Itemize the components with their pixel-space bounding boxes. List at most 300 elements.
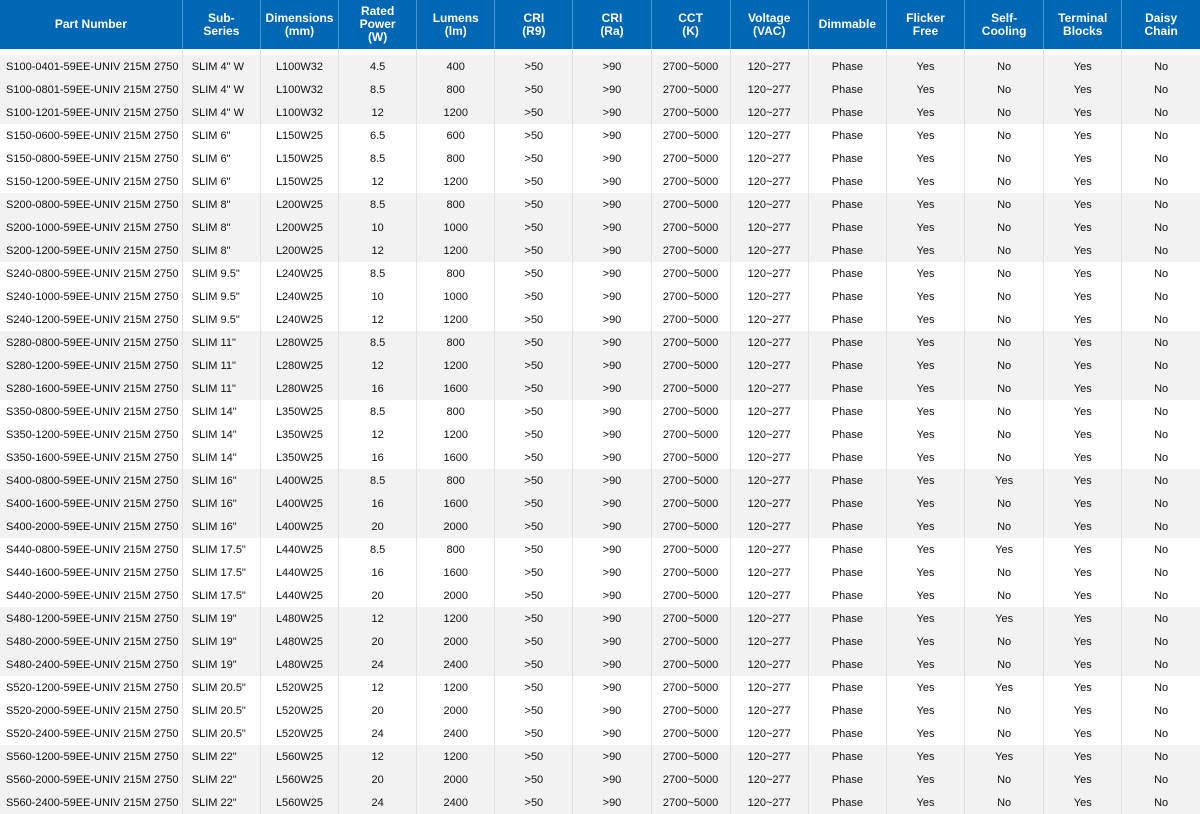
table-row xyxy=(0,676,1200,699)
cell-part-number: S440-1600-59EE-UNIV 215M 2750 xyxy=(0,561,182,584)
cell-cri-ra: >90 xyxy=(573,101,651,124)
cell-rated-power: 16 xyxy=(339,377,417,400)
column-header-label: Voltage xyxy=(748,10,791,25)
cell-dimensions: L280W25 xyxy=(260,354,338,377)
cell-daisy-chain: No xyxy=(1122,124,1200,147)
cell-part-number: S100-0401-59EE-UNIV 215M 2750 xyxy=(0,55,182,78)
cell-cct: 2700~5000 xyxy=(651,722,730,745)
cell-voltage: 120~277 xyxy=(730,331,808,354)
cell-rated-power: 8.5 xyxy=(339,147,417,170)
cell-cri-r9: >50 xyxy=(495,262,573,285)
cell-dimensions: L240W25 xyxy=(260,308,338,331)
cell-daisy-chain: No xyxy=(1122,538,1200,561)
cell-cct: 2700~5000 xyxy=(651,124,730,147)
cell-self-cooling: No xyxy=(965,446,1044,469)
cell-self-cooling: No xyxy=(965,423,1044,446)
cell-lumens: 600 xyxy=(417,124,495,147)
cell-rated-power: 12 xyxy=(339,676,417,699)
cell-cct: 2700~5000 xyxy=(651,676,730,699)
cell-rated-power: 8.5 xyxy=(339,331,417,354)
cell-flicker-free: Yes xyxy=(886,469,964,492)
cell-daisy-chain: No xyxy=(1122,791,1200,814)
cell-cri-ra: >90 xyxy=(573,400,651,423)
column-header-label: Rated xyxy=(360,4,395,18)
cell-cri-ra: >90 xyxy=(573,469,651,492)
cell-self-cooling: No xyxy=(965,55,1044,78)
cell-cri-r9: >50 xyxy=(495,124,573,147)
cell-daisy-chain: No xyxy=(1122,423,1200,446)
cell-terminal-blocks: Yes xyxy=(1044,791,1122,814)
cell-terminal-blocks: Yes xyxy=(1044,308,1122,331)
cell-dimensions: L480W25 xyxy=(260,630,338,653)
table-row xyxy=(0,193,1200,216)
cell-dimensions: L480W25 xyxy=(260,607,338,630)
cell-self-cooling: No xyxy=(965,377,1044,400)
column-header-label: Chain xyxy=(1144,23,1178,38)
cell-cri-ra: >90 xyxy=(573,147,651,170)
cell-cct: 2700~5000 xyxy=(651,584,730,607)
table-row xyxy=(0,78,1200,101)
column-header-part-number xyxy=(0,0,182,49)
cell-terminal-blocks: Yes xyxy=(1044,492,1122,515)
cell-daisy-chain: No xyxy=(1122,630,1200,653)
cell-cri-r9: >50 xyxy=(495,492,573,515)
cell-cri-r9: >50 xyxy=(495,55,573,78)
cell-rated-power: 10 xyxy=(339,285,417,308)
cell-cri-r9: >50 xyxy=(495,331,573,354)
cell-cri-ra: >90 xyxy=(573,745,651,768)
column-header-dimensions xyxy=(260,0,338,49)
cell-part-number: S400-2000-59EE-UNIV 215M 2750 xyxy=(0,515,182,538)
cell-dimmable: Phase xyxy=(808,561,886,584)
cell-lumens: 1000 xyxy=(417,285,495,308)
cell-sub-series: SLIM 19" xyxy=(182,630,260,653)
cell-part-number: S150-1200-59EE-UNIV 215M 2750 xyxy=(0,170,182,193)
cell-dimmable: Phase xyxy=(808,331,886,354)
cell-terminal-blocks: Yes xyxy=(1044,768,1122,791)
cell-sub-series: SLIM 8" xyxy=(182,239,260,262)
cell-cri-ra: >90 xyxy=(573,55,651,78)
cell-cri-ra: >90 xyxy=(573,216,651,239)
cell-flicker-free: Yes xyxy=(886,745,964,768)
column-header-label: Dimmable xyxy=(818,17,877,31)
column-header-label: (mm) xyxy=(284,23,315,38)
table-row xyxy=(0,630,1200,653)
cell-part-number: S520-1200-59EE-UNIV 215M 2750 xyxy=(0,676,182,699)
cell-sub-series: SLIM 4" W xyxy=(182,55,260,78)
cell-voltage: 120~277 xyxy=(730,515,808,538)
cell-terminal-blocks: Yes xyxy=(1044,722,1122,745)
cell-cri-r9: >50 xyxy=(495,584,573,607)
cell-dimmable: Phase xyxy=(808,584,886,607)
cell-rated-power: 8.5 xyxy=(339,538,417,561)
cell-lumens: 2000 xyxy=(417,515,495,538)
cell-daisy-chain: No xyxy=(1122,308,1200,331)
cell-flicker-free: Yes xyxy=(886,239,964,262)
cell-voltage: 120~277 xyxy=(730,722,808,745)
cell-sub-series: SLIM 4" W xyxy=(182,101,260,124)
cell-cri-r9: >50 xyxy=(495,469,573,492)
column-header-label: Dimensions xyxy=(265,10,334,25)
cell-cri-r9: >50 xyxy=(495,377,573,400)
cell-rated-power: 12 xyxy=(339,354,417,377)
cell-cct: 2700~5000 xyxy=(651,285,730,308)
cell-cct: 2700~5000 xyxy=(651,262,730,285)
cell-cri-r9: >50 xyxy=(495,653,573,676)
cell-cri-ra: >90 xyxy=(573,308,651,331)
cell-flicker-free: Yes xyxy=(886,262,964,285)
cell-cct: 2700~5000 xyxy=(651,791,730,814)
cell-cri-ra: >90 xyxy=(573,699,651,722)
table-row xyxy=(0,469,1200,492)
cell-terminal-blocks: Yes xyxy=(1044,745,1122,768)
cell-rated-power: 8.5 xyxy=(339,469,417,492)
cell-cct: 2700~5000 xyxy=(651,147,730,170)
column-header-label: Daisy xyxy=(1145,10,1178,25)
series-group xyxy=(0,676,1200,745)
column-header-label: CRI xyxy=(523,10,545,25)
cell-lumens: 1000 xyxy=(417,216,495,239)
cell-part-number: S440-2000-59EE-UNIV 215M 2750 xyxy=(0,584,182,607)
cell-daisy-chain: No xyxy=(1122,745,1200,768)
cell-lumens: 2000 xyxy=(417,768,495,791)
cell-sub-series: SLIM 14" xyxy=(182,423,260,446)
cell-self-cooling: No xyxy=(965,101,1044,124)
cell-voltage: 120~277 xyxy=(730,377,808,400)
cell-cri-r9: >50 xyxy=(495,676,573,699)
column-header-label: (W) xyxy=(367,30,388,44)
cell-flicker-free: Yes xyxy=(886,193,964,216)
column-header-label: CCT xyxy=(678,10,703,25)
cell-terminal-blocks: Yes xyxy=(1044,78,1122,101)
cell-rated-power: 8.5 xyxy=(339,193,417,216)
cell-cri-r9: >50 xyxy=(495,745,573,768)
cell-voltage: 120~277 xyxy=(730,78,808,101)
cell-cct: 2700~5000 xyxy=(651,331,730,354)
cell-flicker-free: Yes xyxy=(886,377,964,400)
cell-voltage: 120~277 xyxy=(730,423,808,446)
cell-terminal-blocks: Yes xyxy=(1044,515,1122,538)
cell-dimensions: L100W32 xyxy=(260,55,338,78)
cell-voltage: 120~277 xyxy=(730,676,808,699)
cell-dimmable: Phase xyxy=(808,722,886,745)
cell-daisy-chain: No xyxy=(1122,331,1200,354)
cell-cct: 2700~5000 xyxy=(651,78,730,101)
cell-terminal-blocks: Yes xyxy=(1044,607,1122,630)
cell-rated-power: 12 xyxy=(339,607,417,630)
cell-cri-ra: >90 xyxy=(573,423,651,446)
cell-cct: 2700~5000 xyxy=(651,492,730,515)
cell-dimmable: Phase xyxy=(808,308,886,331)
cell-sub-series: SLIM 11" xyxy=(182,354,260,377)
column-header-voltage xyxy=(730,0,808,49)
cell-rated-power: 8.5 xyxy=(339,78,417,101)
cell-cri-ra: >90 xyxy=(573,538,651,561)
cell-self-cooling: Yes xyxy=(965,469,1044,492)
cell-voltage: 120~277 xyxy=(730,745,808,768)
cell-part-number: S200-0800-59EE-UNIV 215M 2750 xyxy=(0,193,182,216)
series-group xyxy=(0,607,1200,676)
cell-cct: 2700~5000 xyxy=(651,699,730,722)
cell-part-number: S240-0800-59EE-UNIV 215M 2750 xyxy=(0,262,182,285)
cell-lumens: 800 xyxy=(417,78,495,101)
cell-cri-r9: >50 xyxy=(495,561,573,584)
cell-rated-power: 8.5 xyxy=(339,262,417,285)
table-row xyxy=(0,607,1200,630)
cell-rated-power: 4.5 xyxy=(339,55,417,78)
cell-self-cooling: No xyxy=(965,653,1044,676)
cell-terminal-blocks: Yes xyxy=(1044,653,1122,676)
cell-rated-power: 20 xyxy=(339,699,417,722)
cell-sub-series: SLIM 20.5" xyxy=(182,722,260,745)
column-header-lumens xyxy=(417,0,495,49)
cell-part-number: S240-1200-59EE-UNIV 215M 2750 xyxy=(0,308,182,331)
cell-flicker-free: Yes xyxy=(886,147,964,170)
cell-voltage: 120~277 xyxy=(730,768,808,791)
cell-cri-r9: >50 xyxy=(495,423,573,446)
cell-cct: 2700~5000 xyxy=(651,607,730,630)
cell-flicker-free: Yes xyxy=(886,676,964,699)
cell-cct: 2700~5000 xyxy=(651,308,730,331)
cell-terminal-blocks: Yes xyxy=(1044,239,1122,262)
cell-daisy-chain: No xyxy=(1122,193,1200,216)
column-header-label: Power xyxy=(359,17,396,31)
cell-rated-power: 12 xyxy=(339,308,417,331)
column-header-label: Sub- xyxy=(208,10,235,25)
cell-part-number: S520-2000-59EE-UNIV 215M 2750 xyxy=(0,699,182,722)
cell-dimmable: Phase xyxy=(808,699,886,722)
cell-cct: 2700~5000 xyxy=(651,630,730,653)
cell-voltage: 120~277 xyxy=(730,630,808,653)
cell-flicker-free: Yes xyxy=(886,630,964,653)
cell-sub-series: SLIM 8" xyxy=(182,216,260,239)
cell-cct: 2700~5000 xyxy=(651,561,730,584)
cell-lumens: 1200 xyxy=(417,308,495,331)
cell-rated-power: 12 xyxy=(339,745,417,768)
cell-dimmable: Phase xyxy=(808,423,886,446)
cell-dimensions: L350W25 xyxy=(260,446,338,469)
cell-dimmable: Phase xyxy=(808,170,886,193)
cell-daisy-chain: No xyxy=(1122,78,1200,101)
cell-cri-ra: >90 xyxy=(573,561,651,584)
cell-flicker-free: Yes xyxy=(886,170,964,193)
series-group xyxy=(0,124,1200,193)
cell-terminal-blocks: Yes xyxy=(1044,147,1122,170)
column-header-label: (R9) xyxy=(522,23,546,38)
cell-cct: 2700~5000 xyxy=(651,400,730,423)
cell-cct: 2700~5000 xyxy=(651,469,730,492)
cell-sub-series: SLIM 16" xyxy=(182,515,260,538)
cell-dimmable: Phase xyxy=(808,653,886,676)
cell-dimensions: L400W25 xyxy=(260,515,338,538)
cell-terminal-blocks: Yes xyxy=(1044,469,1122,492)
column-header-cri-r9 xyxy=(495,0,573,49)
cell-dimmable: Phase xyxy=(808,791,886,814)
cell-daisy-chain: No xyxy=(1122,170,1200,193)
cell-cri-r9: >50 xyxy=(495,101,573,124)
cell-cct: 2700~5000 xyxy=(651,101,730,124)
cell-voltage: 120~277 xyxy=(730,308,808,331)
cell-cri-ra: >90 xyxy=(573,377,651,400)
cell-dimmable: Phase xyxy=(808,768,886,791)
cell-dimmable: Phase xyxy=(808,124,886,147)
series-group xyxy=(0,262,1200,331)
cell-terminal-blocks: Yes xyxy=(1044,331,1122,354)
cell-self-cooling: No xyxy=(965,331,1044,354)
cell-daisy-chain: No xyxy=(1122,55,1200,78)
table-row xyxy=(0,285,1200,308)
cell-part-number: S100-0801-59EE-UNIV 215M 2750 xyxy=(0,78,182,101)
cell-sub-series: SLIM 8" xyxy=(182,193,260,216)
cell-cri-ra: >90 xyxy=(573,193,651,216)
cell-lumens: 1200 xyxy=(417,423,495,446)
table-row xyxy=(0,584,1200,607)
cell-daisy-chain: No xyxy=(1122,607,1200,630)
cell-flicker-free: Yes xyxy=(886,331,964,354)
cell-dimensions: L520W25 xyxy=(260,722,338,745)
cell-terminal-blocks: Yes xyxy=(1044,699,1122,722)
cell-dimensions: L200W25 xyxy=(260,239,338,262)
cell-dimmable: Phase xyxy=(808,101,886,124)
cell-part-number: S400-0800-59EE-UNIV 215M 2750 xyxy=(0,469,182,492)
cell-cri-ra: >90 xyxy=(573,446,651,469)
cell-lumens: 2000 xyxy=(417,630,495,653)
cell-flicker-free: Yes xyxy=(886,561,964,584)
cell-sub-series: SLIM 11" xyxy=(182,377,260,400)
cell-rated-power: 10 xyxy=(339,216,417,239)
cell-cri-ra: >90 xyxy=(573,722,651,745)
table-row xyxy=(0,423,1200,446)
table-row xyxy=(0,308,1200,331)
cell-rated-power: 6.5 xyxy=(339,124,417,147)
cell-lumens: 400 xyxy=(417,55,495,78)
cell-voltage: 120~277 xyxy=(730,262,808,285)
cell-terminal-blocks: Yes xyxy=(1044,170,1122,193)
series-group xyxy=(0,193,1200,262)
cell-sub-series: SLIM 19" xyxy=(182,607,260,630)
cell-self-cooling: No xyxy=(965,285,1044,308)
cell-terminal-blocks: Yes xyxy=(1044,285,1122,308)
cell-sub-series: SLIM 19" xyxy=(182,653,260,676)
cell-flicker-free: Yes xyxy=(886,768,964,791)
cell-rated-power: 20 xyxy=(339,515,417,538)
cell-cri-r9: >50 xyxy=(495,193,573,216)
table-row xyxy=(0,515,1200,538)
cell-voltage: 120~277 xyxy=(730,492,808,515)
cell-terminal-blocks: Yes xyxy=(1044,584,1122,607)
cell-voltage: 120~277 xyxy=(730,147,808,170)
cell-dimmable: Phase xyxy=(808,239,886,262)
cell-cri-ra: >90 xyxy=(573,607,651,630)
table-row xyxy=(0,147,1200,170)
cell-flicker-free: Yes xyxy=(886,446,964,469)
cell-terminal-blocks: Yes xyxy=(1044,676,1122,699)
cell-dimensions: L240W25 xyxy=(260,285,338,308)
cell-part-number: S200-1000-59EE-UNIV 215M 2750 xyxy=(0,216,182,239)
cell-lumens: 1200 xyxy=(417,607,495,630)
cell-part-number: S480-2400-59EE-UNIV 215M 2750 xyxy=(0,653,182,676)
cell-dimensions: L480W25 xyxy=(260,653,338,676)
cell-dimmable: Phase xyxy=(808,446,886,469)
cell-daisy-chain: No xyxy=(1122,653,1200,676)
cell-flicker-free: Yes xyxy=(886,699,964,722)
column-header-cct xyxy=(651,0,730,49)
cell-daisy-chain: No xyxy=(1122,239,1200,262)
column-header-self-cooling xyxy=(965,0,1044,49)
cell-lumens: 800 xyxy=(417,331,495,354)
cell-voltage: 120~277 xyxy=(730,791,808,814)
cell-daisy-chain: No xyxy=(1122,676,1200,699)
table-row xyxy=(0,170,1200,193)
cell-terminal-blocks: Yes xyxy=(1044,538,1122,561)
cell-lumens: 800 xyxy=(417,538,495,561)
cell-cri-ra: >90 xyxy=(573,262,651,285)
cell-lumens: 1600 xyxy=(417,561,495,584)
cell-self-cooling: No xyxy=(965,78,1044,101)
cell-cri-r9: >50 xyxy=(495,630,573,653)
cell-dimmable: Phase xyxy=(808,216,886,239)
cell-flicker-free: Yes xyxy=(886,722,964,745)
cell-sub-series: SLIM 14" xyxy=(182,400,260,423)
cell-dimmable: Phase xyxy=(808,193,886,216)
cell-rated-power: 8.5 xyxy=(339,400,417,423)
cell-dimmable: Phase xyxy=(808,630,886,653)
column-header-sub-series xyxy=(182,0,260,49)
column-header-label: (VAC) xyxy=(753,23,786,38)
cell-cri-r9: >50 xyxy=(495,768,573,791)
cell-sub-series: SLIM 16" xyxy=(182,469,260,492)
cell-cri-r9: >50 xyxy=(495,170,573,193)
column-header-label: Flicker xyxy=(906,10,945,25)
cell-flicker-free: Yes xyxy=(886,653,964,676)
cell-dimmable: Phase xyxy=(808,354,886,377)
cell-daisy-chain: No xyxy=(1122,446,1200,469)
cell-dimensions: L280W25 xyxy=(260,377,338,400)
column-header-label: (lm) xyxy=(444,23,467,38)
table-row xyxy=(0,55,1200,78)
cell-cct: 2700~5000 xyxy=(651,515,730,538)
cell-voltage: 120~277 xyxy=(730,55,808,78)
cell-lumens: 1600 xyxy=(417,492,495,515)
cell-part-number: S440-0800-59EE-UNIV 215M 2750 xyxy=(0,538,182,561)
cell-dimmable: Phase xyxy=(808,78,886,101)
cell-lumens: 1200 xyxy=(417,676,495,699)
cell-terminal-blocks: Yes xyxy=(1044,193,1122,216)
cell-voltage: 120~277 xyxy=(730,400,808,423)
cell-cct: 2700~5000 xyxy=(651,55,730,78)
cell-flicker-free: Yes xyxy=(886,78,964,101)
cell-dimmable: Phase xyxy=(808,262,886,285)
cell-self-cooling: No xyxy=(965,791,1044,814)
series-group xyxy=(0,400,1200,469)
cell-sub-series: SLIM 4" W xyxy=(182,78,260,101)
column-header-flicker-free xyxy=(886,0,964,49)
cell-self-cooling: No xyxy=(965,193,1044,216)
cell-rated-power: 12 xyxy=(339,170,417,193)
table-row xyxy=(0,722,1200,745)
cell-dimmable: Phase xyxy=(808,147,886,170)
cell-sub-series: SLIM 17.5" xyxy=(182,561,260,584)
cell-cri-ra: >90 xyxy=(573,768,651,791)
cell-cri-r9: >50 xyxy=(495,354,573,377)
column-header-cri-ra xyxy=(573,0,651,49)
column-header-label: (Ra) xyxy=(600,23,624,38)
cell-lumens: 1200 xyxy=(417,239,495,262)
cell-dimmable: Phase xyxy=(808,285,886,308)
cell-cct: 2700~5000 xyxy=(651,170,730,193)
cell-cri-ra: >90 xyxy=(573,354,651,377)
cell-voltage: 120~277 xyxy=(730,354,808,377)
